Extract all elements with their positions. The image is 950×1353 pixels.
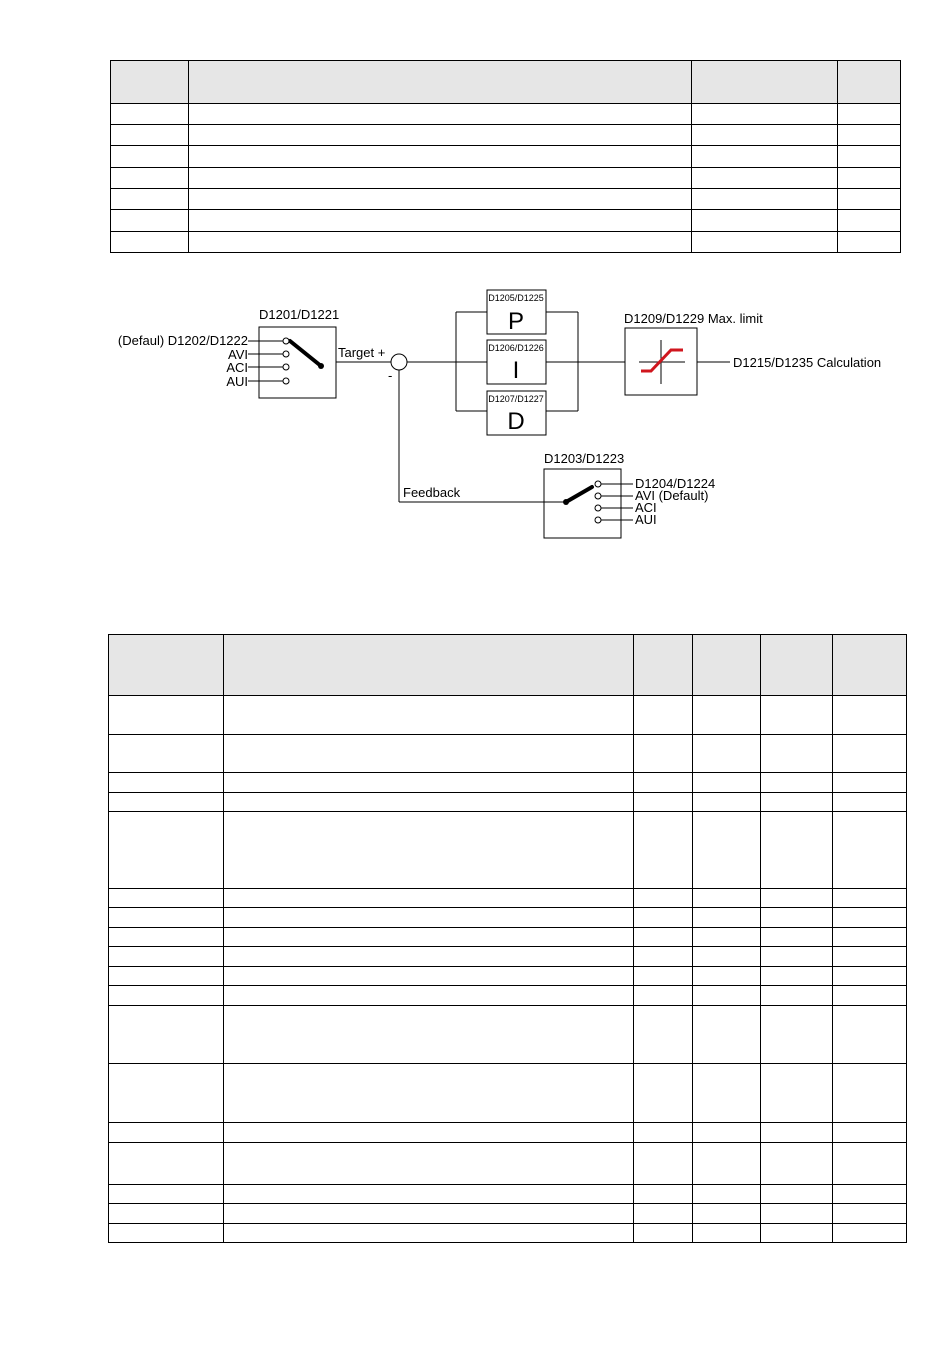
table-cell — [838, 146, 901, 167]
table-cell — [189, 210, 692, 231]
table-cell — [109, 1064, 224, 1123]
table-cell — [833, 947, 907, 967]
table-cell — [833, 793, 907, 812]
table-cell — [634, 1123, 693, 1143]
table-cell — [224, 889, 634, 908]
header-cell — [692, 61, 838, 104]
i-block-register: D1206/D1226 — [488, 343, 544, 353]
table-cell — [693, 986, 761, 1006]
table-cell — [109, 908, 224, 928]
table-cell — [761, 947, 833, 967]
source-switch-pivot — [318, 363, 324, 369]
register-table-2 — [108, 634, 907, 1243]
table-cell — [109, 793, 224, 812]
table-cell — [109, 1204, 224, 1224]
table-row — [109, 773, 907, 793]
table-cell — [109, 928, 224, 947]
table-cell — [761, 889, 833, 908]
table-cell — [838, 231, 901, 252]
table-cell — [109, 1224, 224, 1243]
pid-block-diagram — [0, 270, 950, 560]
table-cell — [109, 1006, 224, 1064]
p-block-letter: P — [507, 308, 525, 335]
source-input-terminal — [283, 351, 289, 357]
table-cell — [833, 1224, 907, 1243]
table-cell — [833, 1204, 907, 1224]
table-cell — [692, 124, 838, 145]
table-cell — [634, 967, 693, 986]
table-cell — [109, 986, 224, 1006]
table-cell — [838, 188, 901, 209]
table-cell — [693, 1064, 761, 1123]
table-cell — [761, 986, 833, 1006]
feedback-switch-pivot — [563, 499, 569, 505]
register-table-1 — [110, 60, 901, 253]
table-cell — [761, 1204, 833, 1224]
table-cell — [692, 210, 838, 231]
table-cell — [634, 1006, 693, 1064]
table-cell — [111, 167, 189, 188]
table-cell — [693, 967, 761, 986]
table-cell — [833, 967, 907, 986]
table-row — [109, 928, 907, 947]
target-label: Target + — [338, 345, 386, 360]
table-cell — [761, 773, 833, 793]
table-cell — [634, 1224, 693, 1243]
summing-junction — [391, 354, 407, 370]
table-cell — [693, 735, 761, 773]
table-cell — [838, 103, 901, 124]
table-cell — [109, 967, 224, 986]
feedback-input-label-avi: AVI (Default) — [635, 488, 709, 503]
table-cell — [224, 793, 634, 812]
table-cell — [833, 1123, 907, 1143]
table-cell — [189, 188, 692, 209]
table-cell — [224, 928, 634, 947]
table-cell — [634, 735, 693, 773]
table-cell — [761, 1006, 833, 1064]
header-cell — [693, 635, 761, 696]
table-cell — [109, 947, 224, 967]
header-cell — [838, 61, 901, 104]
table-cell — [224, 967, 634, 986]
table-cell — [111, 103, 189, 124]
table-cell — [109, 735, 224, 773]
d-block-letter: D — [507, 408, 525, 435]
table-row — [111, 167, 901, 188]
table-cell — [692, 103, 838, 124]
table-cell — [692, 167, 838, 188]
header-cell — [833, 635, 907, 696]
table-cell — [761, 812, 833, 889]
table-row — [109, 696, 907, 735]
table-cell — [634, 928, 693, 947]
table-cell — [109, 1143, 224, 1185]
table-cell — [224, 735, 634, 773]
table-cell — [833, 986, 907, 1006]
output-label: D1215/D1235 Calculation — [733, 355, 882, 370]
table-cell — [761, 793, 833, 812]
table-row — [109, 1204, 907, 1224]
p-block-register: D1205/D1225 — [488, 293, 544, 303]
table-cell — [833, 696, 907, 735]
table-row — [109, 1064, 907, 1123]
table-cell — [189, 231, 692, 252]
table-row — [111, 103, 901, 124]
feedback-input-label-aui: AUI — [635, 512, 657, 527]
table-cell — [224, 812, 634, 889]
table-cell — [693, 1185, 761, 1204]
table-cell — [833, 735, 907, 773]
table-cell — [224, 1224, 634, 1243]
table-cell — [224, 1006, 634, 1064]
table-cell — [761, 1224, 833, 1243]
feedback-input-label-d1204: D1204/D1224 — [635, 476, 716, 491]
table-cell — [761, 908, 833, 928]
table-cell — [693, 1006, 761, 1064]
table-cell — [833, 1143, 907, 1185]
table-cell — [761, 1123, 833, 1143]
table-cell — [109, 812, 224, 889]
table-row — [109, 1185, 907, 1204]
table-cell — [634, 986, 693, 1006]
table-cell — [224, 696, 634, 735]
feedback-input-terminal — [595, 481, 601, 487]
table-cell — [693, 773, 761, 793]
table-cell — [224, 1185, 634, 1204]
limit-label: D1209/D1229 Max. limit — [624, 311, 763, 326]
table-cell — [224, 1123, 634, 1143]
source-input-label-default: (Defaul) D1202/D1222 — [117, 333, 248, 348]
source-input-terminal — [283, 338, 289, 344]
table-cell — [109, 773, 224, 793]
table-cell — [833, 1006, 907, 1064]
header-cell — [761, 635, 833, 696]
table-cell — [634, 947, 693, 967]
table-cell — [693, 928, 761, 947]
table-cell — [111, 124, 189, 145]
table-cell — [109, 696, 224, 735]
table-row — [111, 231, 901, 252]
table-cell — [189, 167, 692, 188]
table-cell — [634, 1064, 693, 1123]
table-cell — [109, 1123, 224, 1143]
table-row — [109, 889, 907, 908]
table-header-row — [111, 61, 901, 104]
table-row — [109, 735, 907, 773]
table-cell — [692, 146, 838, 167]
table-cell — [224, 947, 634, 967]
source-select-title: D1201/D1221 — [259, 307, 340, 322]
table-cell — [693, 1224, 761, 1243]
i-block-letter: I — [512, 357, 520, 384]
table-cell — [693, 1204, 761, 1224]
source-input-label-avi: AVI — [228, 347, 248, 362]
feedback-input-terminal — [595, 493, 601, 499]
table-cell — [634, 773, 693, 793]
table-cell — [833, 889, 907, 908]
table-cell — [111, 231, 189, 252]
table-header-row — [109, 635, 907, 696]
table-cell — [224, 1143, 634, 1185]
source-input-terminal — [283, 378, 289, 384]
table-cell — [838, 124, 901, 145]
header-cell — [111, 61, 189, 104]
table-row — [109, 793, 907, 812]
source-input-label-aci: ACI — [226, 360, 248, 375]
d-block-register: D1207/D1227 — [488, 394, 544, 404]
table-row — [109, 908, 907, 928]
table-cell — [761, 696, 833, 735]
header-cell — [189, 61, 692, 104]
table-cell — [189, 146, 692, 167]
table-row — [109, 1006, 907, 1064]
table-cell — [634, 696, 693, 735]
table-cell — [224, 1204, 634, 1224]
table-cell — [693, 908, 761, 928]
table-cell — [761, 967, 833, 986]
table-cell — [224, 908, 634, 928]
table-row — [111, 146, 901, 167]
table-cell — [838, 210, 901, 231]
table-row — [111, 124, 901, 145]
table-cell — [634, 908, 693, 928]
table-cell — [693, 947, 761, 967]
source-switch-lever — [290, 341, 321, 366]
table-row — [109, 986, 907, 1006]
table-cell — [692, 231, 838, 252]
table-cell — [838, 167, 901, 188]
table-cell — [693, 793, 761, 812]
minus-label: - — [388, 368, 393, 383]
table-cell — [761, 735, 833, 773]
feedback-select-title: D1203/D1223 — [544, 451, 625, 466]
table-cell — [833, 908, 907, 928]
table-cell — [109, 1185, 224, 1204]
table-row — [109, 967, 907, 986]
table-cell — [634, 1204, 693, 1224]
header-cell — [224, 635, 634, 696]
feedback-switch-lever — [566, 487, 592, 502]
feedback-input-terminal — [595, 505, 601, 511]
table-cell — [693, 812, 761, 889]
table-row — [109, 1123, 907, 1143]
source-input-label-aui: AUI — [226, 374, 248, 389]
table-cell — [224, 773, 634, 793]
table-cell — [634, 812, 693, 889]
table-cell — [833, 812, 907, 889]
table-cell — [761, 1143, 833, 1185]
table-row — [109, 1143, 907, 1185]
table-cell — [833, 1064, 907, 1123]
table-cell — [634, 793, 693, 812]
table-cell — [693, 696, 761, 735]
table-cell — [833, 773, 907, 793]
source-select-box — [259, 327, 336, 398]
table-cell — [693, 889, 761, 908]
feedback-input-label-aci: ACI — [635, 500, 657, 515]
table-cell — [761, 1185, 833, 1204]
table-cell — [634, 889, 693, 908]
table-cell — [111, 146, 189, 167]
table-cell — [189, 124, 692, 145]
table-cell — [224, 986, 634, 1006]
table-cell — [111, 188, 189, 209]
table-cell — [692, 188, 838, 209]
table-row — [109, 1224, 907, 1243]
table-cell — [833, 1185, 907, 1204]
source-input-terminal — [283, 364, 289, 370]
feedback-select-box — [544, 469, 621, 538]
table-cell — [109, 889, 224, 908]
feedback-label: Feedback — [403, 485, 461, 500]
table-row — [111, 188, 901, 209]
table-cell — [761, 928, 833, 947]
table-cell — [761, 1064, 833, 1123]
table-cell — [224, 1064, 634, 1123]
table-cell — [693, 1123, 761, 1143]
table-cell — [189, 103, 692, 124]
header-cell — [109, 635, 224, 696]
table-cell — [111, 210, 189, 231]
table-cell — [634, 1143, 693, 1185]
table-cell — [634, 1185, 693, 1204]
table-cell — [693, 1143, 761, 1185]
header-cell — [634, 635, 693, 696]
table-row — [111, 210, 901, 231]
table-row — [109, 812, 907, 889]
feedback-input-terminal — [595, 517, 601, 523]
table-cell — [833, 928, 907, 947]
table-row — [109, 947, 907, 967]
